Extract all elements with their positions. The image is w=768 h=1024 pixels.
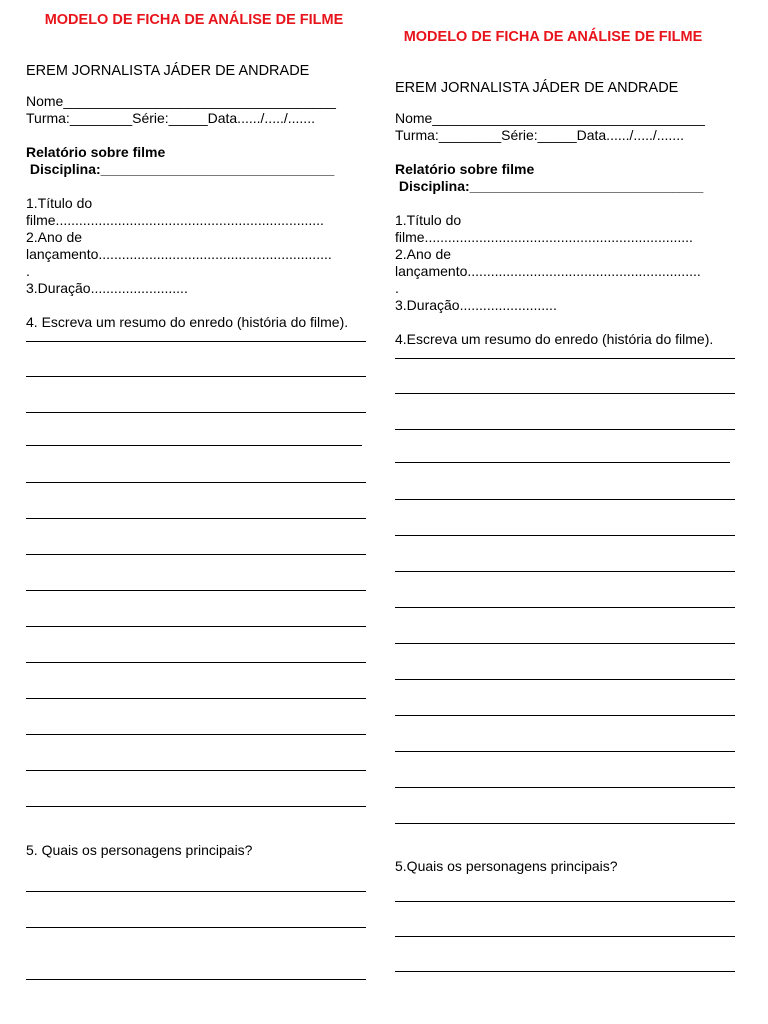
answer-line [26,770,366,771]
answer-line [26,891,366,892]
question-2-field: lançamento............................................................ [395,263,701,279]
answer-line [26,412,366,413]
answer-line [26,734,366,735]
answer-line [26,590,366,591]
discipline-field: Disciplina:______________________________ [395,178,704,194]
answer-line [26,445,362,446]
question-1-field: filme..................................................................... [395,229,693,245]
question-1-label: 1.Título do [26,195,93,211]
answer-line [395,936,735,937]
answer-line [395,715,735,716]
answer-line [395,499,735,500]
answer-line [26,376,366,377]
answer-line [26,979,366,980]
form-title: MODELO DE FICHA DE ANÁLISE DE FILME [44,12,344,28]
answer-line [395,751,735,752]
answer-line [395,901,735,902]
name-field: Nome___________________________________ [26,93,336,109]
answer-line [26,482,366,483]
question-2-label: 2.Ano de [395,246,452,262]
answer-line [26,927,366,928]
answer-line [26,662,366,663]
answer-line [395,571,735,572]
answer-line [395,823,735,824]
answer-line [395,462,730,463]
answer-line [395,643,735,644]
name-field: Nome___________________________________ [395,110,705,126]
form-copy-right [395,29,735,972]
answer-line [395,787,735,788]
answer-lines-q4 [395,358,735,824]
question-4-prompt: 4.Escreva um resumo do enredo (história do filme). [395,331,714,347]
question-2-field: lançamento............................................................ [26,246,332,262]
answer-line [26,806,366,807]
question-1-field: filme..................................................................... [26,212,324,228]
answer-line [26,554,366,555]
class-date-field: Turma:________Série:_____Data....../...../....... [395,127,684,143]
answer-line [395,679,735,680]
discipline-field: Disciplina:______________________________ [26,161,335,177]
form-title: MODELO DE FICHA DE ANÁLISE DE FILME [403,29,703,45]
question-1-label: 1.Título do [395,212,462,228]
report-title: Relatório sobre filme [395,161,535,177]
question-3-field: 3.Duração......................... [395,297,557,313]
answer-line [395,971,735,972]
class-date-field: Turma:________Série:_____Data....../...../....... [26,110,315,126]
answer-line [26,341,366,342]
answer-line [395,607,735,608]
question-2-overflow: . [26,263,30,279]
report-title: Relatório sobre filme [26,144,166,160]
question-3-field: 3.Duração......................... [26,280,188,296]
school-name: EREM JORNALISTA JÁDER DE ANDRADE [395,80,679,96]
question-5-prompt: 5. Quais os personagens principais? [26,842,253,858]
question-2-overflow: . [395,280,399,296]
answer-line [395,358,735,359]
answer-line [26,518,366,519]
answer-line [395,535,735,536]
question-4-prompt: 4. Escreva um resumo do enredo (história do filme). [26,314,349,330]
school-name: EREM JORNALISTA JÁDER DE ANDRADE [26,63,310,79]
answer-line [395,429,735,430]
answer-lines-q4 [26,341,366,807]
answer-line [26,698,366,699]
question-5-prompt: 5.Quais os personagens principais? [395,858,618,874]
answer-line [395,393,735,394]
question-2-label: 2.Ano de [26,229,83,245]
form-copy-left [26,12,366,980]
answer-line [26,626,366,627]
